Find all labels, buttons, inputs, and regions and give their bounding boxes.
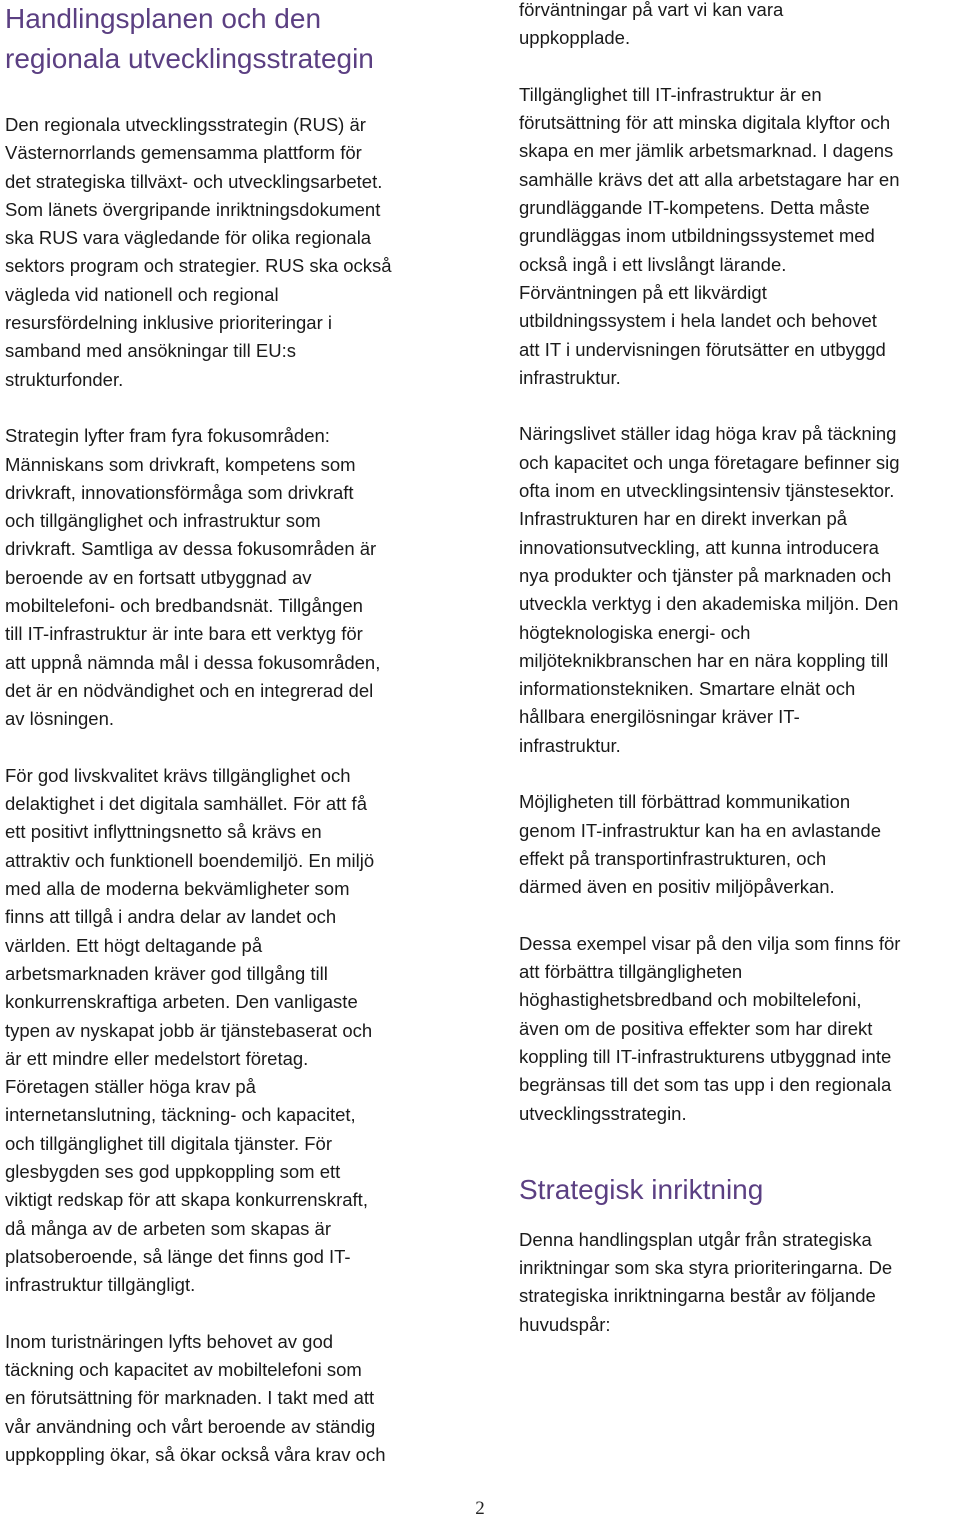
paragraph-tourism: Inom turistnäringen lyfts behovet av god täckning och kapacitet av mobiltelefoni som en förutsättning för marknaden. I takt med att vår användning och vårt beroende av ständig uppkoppling ökar, så ökar också våra krav och <box>5 1330 386 1465</box>
paragraph-quality-of-life: För god livskvalitet krävs tillgänglighet och delaktighet i det digitala samhället. För att få ett positivt inflyttningsnetto så krävs en attraktiv och funktionell boendemiljö. En miljö med alla de moderna bekvämligheter som finns att tillgå i andra delar av landet och världen. Ett högt deltagande på arbetsmarknaden kräver god tillgång till konkurrenskraftiga arbeten. Den vanligaste typen av nyskapat jobb är tjänstebaserat och är ett mindre eller medelstort företag. Företagen ställer höga krav på internetanslutning, täckning- och kapacitet, och tillgänglighet till digitala tjänster. För glesbygden ses god uppkoppling som ett viktigt redskap för att skapa konkurrenskraft, då många av de arbeten som skapas är platsoberoende, så länge det finns god IT- infrastruktur tillgängligt. <box>5 764 375 1296</box>
paragraph-focus-areas: Strategin lyfter fram fyra fokusområden: Människans som drivkraft, kompetens som drivkraft, innovationsförmåga som drivkraft och tillgänglighet och infrastruktur som drivkraft. Samtliga av dessa fokusområden är beroende av en fortsatt utbyggnad av mobiltelefoni- och bredbandsnät. Tillgången till IT-infrastruktur är inte bara ett verktyg för att uppnå nämnda mål i dessa fokusområden, det är en nödvändighet och en integrerad del av lösningen. <box>5 425 381 730</box>
paragraph-strategic-intro: Denna handlingsplan utgår från strategiska inriktningar som ska styra prioriteringarna. De strategiska inriktningarna består av följande huvudspår: <box>519 1228 893 1335</box>
paragraph-continued: förväntningar på vart vi kan vara uppkopplade. <box>519 0 784 49</box>
paragraph-communication: Möjligheten till förbättrad kommunikation genom IT-infrastruktur kan ha en avlastande effekt på transportinfrastrukturen, och därmed även en positiv miljöpåverkan. <box>519 791 881 898</box>
right-column <box>519 0 960 1339</box>
paragraph-examples: Dessa exempel visar på den vilja som finns för att förbättra tillgängligheten höghastighetsbredband och mobiltelefoni, även om de positiva effekter som har direkt koppling till IT-infrastrukturens utbyggnad inte begränsas till det som tas upp i den regionala utvecklingsstrategin. <box>519 932 901 1124</box>
section-heading-rus: Handlingsplanen och den regionala utvecklingsstrategin <box>5 3 374 74</box>
page-number: 2 <box>475 1498 485 1519</box>
paragraph-business: Näringslivet ställer idag höga krav på täckning och kapacitet och unga företagare befinner sig ofta inom en utvecklingsintensiv tjänstesektor. Infrastrukturen har en direkt inverkan på innovationsutveckling, att kunna introducera nya produkter och tjänster på marknaden och utveckla verktyg i den akademiska miljön. Den högteknologiska energi- och miljöteknikbranschen har en nära koppling till informationstekniken. Smartare elnät och hållbara energilösningar kräver IT- infrastruktur. <box>519 423 900 756</box>
paragraph-rus-intro: Den regionala utvecklingsstrategin (RUS) är Västernorrlands gemensamma plattform för det strategiska tillväxt- och utvecklingsarbetet. Som länets övergripande inriktningsdokument ska RUS vara vägledande för olika regionala sektors program och strategier. RUS ska också vägleda vid nationell och regional resursfördelning inklusive prioriteringar i samband med ansökningar till EU:s strukturfonder. <box>5 114 392 390</box>
paragraph-accessibility: Tillgänglighet till IT-infrastruktur är en förutsättning för att minska digitala klyftor och skapa en mer jämlik arbetsmarknad. I dagens samhälle krävs det att alla arbetstagare har en grundläggande IT-kompetens. Detta måste grundläggas inom utbildningssystemet med också ingå i ett livslångt lärande. Förväntningen på ett likvärdigt utbildningssystem i hela landet och behovet att IT i undervisningen förutsätter en utbyggd infrastruktur. <box>519 83 900 388</box>
section-heading-strategic: Strategisk inriktning <box>519 1173 764 1205</box>
left-column <box>5 0 445 1469</box>
